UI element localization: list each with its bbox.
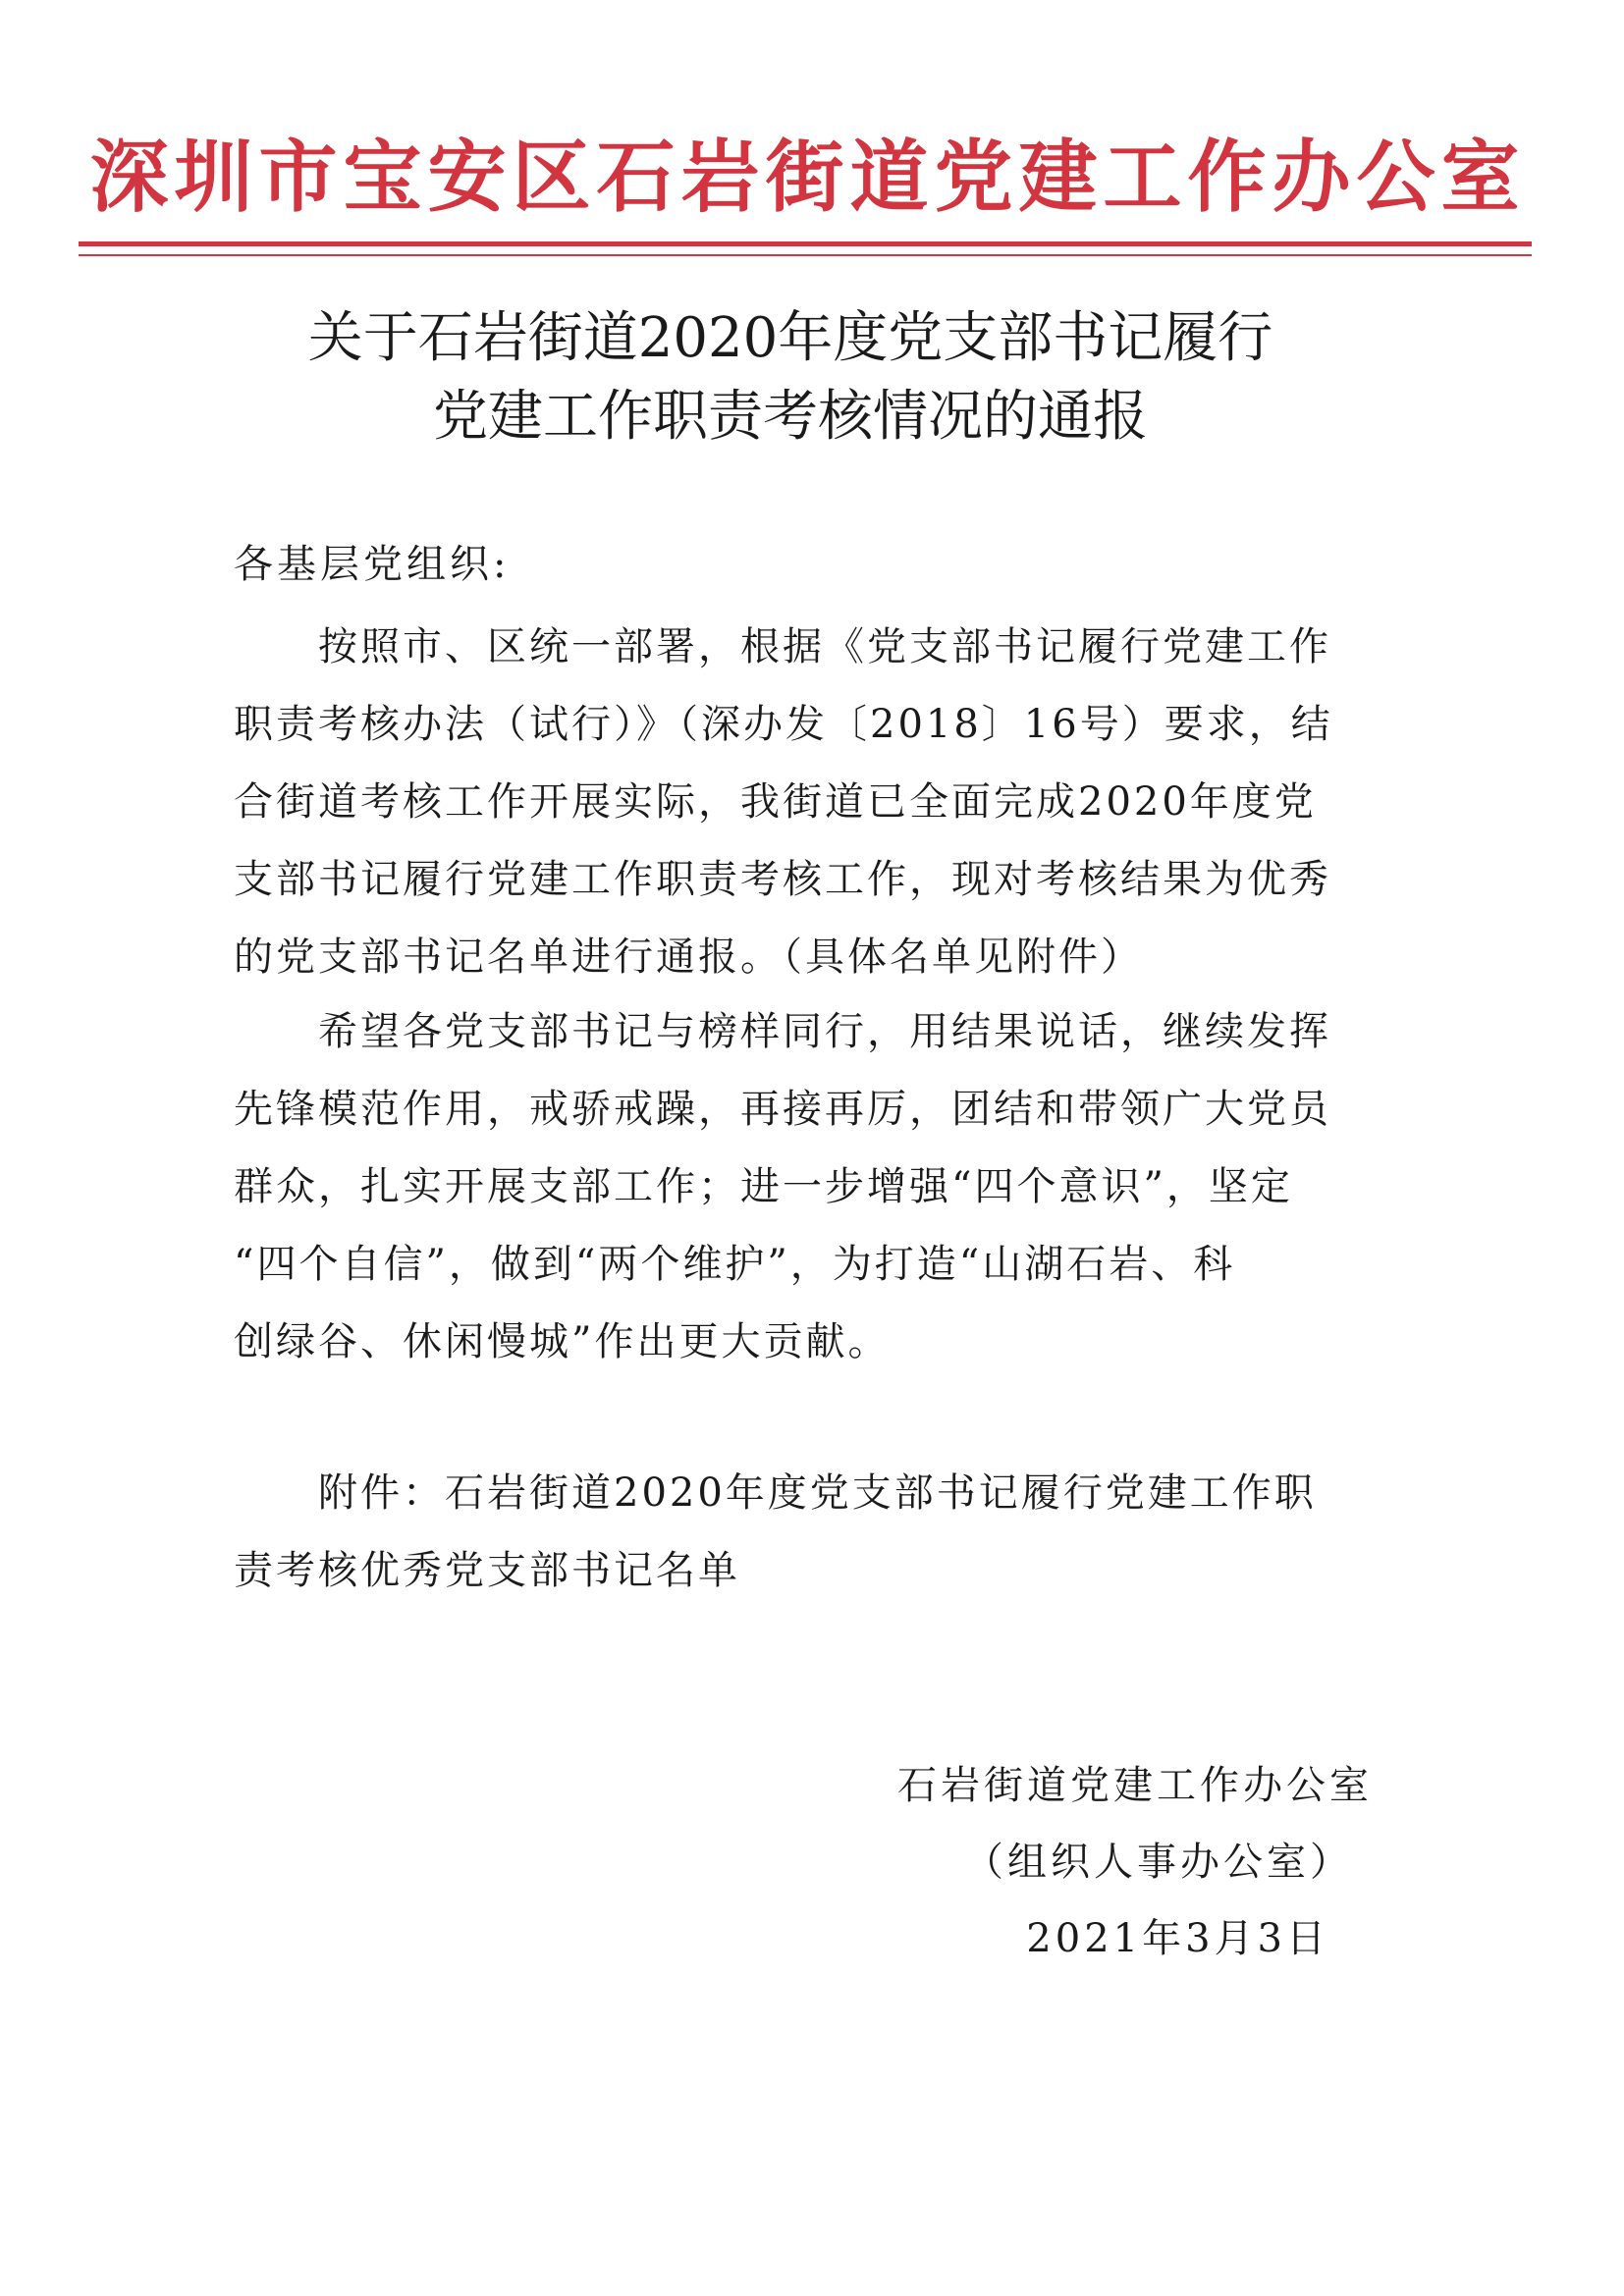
paragraph-line: 的党支部书记名单进行通报。（具体名单见附件） <box>234 934 1143 980</box>
letterhead-org-name: 深圳市宝安区石岩街道党建工作办公室 <box>89 131 1526 223</box>
signature-sub-org: （组织人事办公室） <box>964 1840 1353 1885</box>
paragraph-line: 按照市、区统一部署，根据《党支部书记履行党建工作 <box>318 624 1331 669</box>
paragraph-2 <box>234 993 1367 1381</box>
letterhead-rule-thick <box>79 241 1532 246</box>
signature-block <box>897 1747 1373 1977</box>
paragraph-line: 群众，扎实开展支部工作；进一步增强“四个意识”，坚定 <box>234 1164 1293 1209</box>
title-line-2: 党建工作职责考核情况的通报 <box>433 385 1148 449</box>
attachment-line: 责考核优秀党支部书记名单 <box>234 1548 740 1593</box>
attachment-line: 附件：石岩街道2020年度党支部书记履行党建工作职 <box>318 1470 1317 1516</box>
attachment-note <box>234 1455 1367 1610</box>
paragraph-line: 希望各党支部书记与榜样同行，用结果说话，继续发挥 <box>318 1009 1331 1054</box>
signature-org: 石岩街道党建工作办公室 <box>897 1763 1373 1808</box>
paragraph-line: 支部书记履行党建工作职责考核工作，现对考核结果为优秀 <box>234 857 1331 902</box>
document-title <box>147 299 1434 456</box>
signature-date: 2021年3月3日 <box>1026 1916 1329 1961</box>
paragraph-line: 先锋模范作用，戒骄戒躁，再接再厉，团结和带领广大党员 <box>234 1087 1331 1132</box>
letterhead-rule-thin <box>79 254 1532 256</box>
paragraph-line: “四个自信”，做到“两个维护”，为打造“山湖石岩、科 <box>234 1242 1236 1287</box>
paragraph-line: 创绿谷、休闲慢城”作出更大贡献。 <box>234 1319 891 1364</box>
title-line-1: 关于石岩街道2020年度党支部书记履行 <box>307 306 1273 370</box>
paragraph-line: 职责考核办法（试行）》（深办发〔2018〕16号）要求，结 <box>234 702 1333 747</box>
paragraph-1 <box>234 609 1367 996</box>
salutation: 各基层党组织: <box>234 542 511 587</box>
paragraph-line: 合街道考核工作开展实际，我街道已全面完成2020年度党 <box>234 779 1317 825</box>
